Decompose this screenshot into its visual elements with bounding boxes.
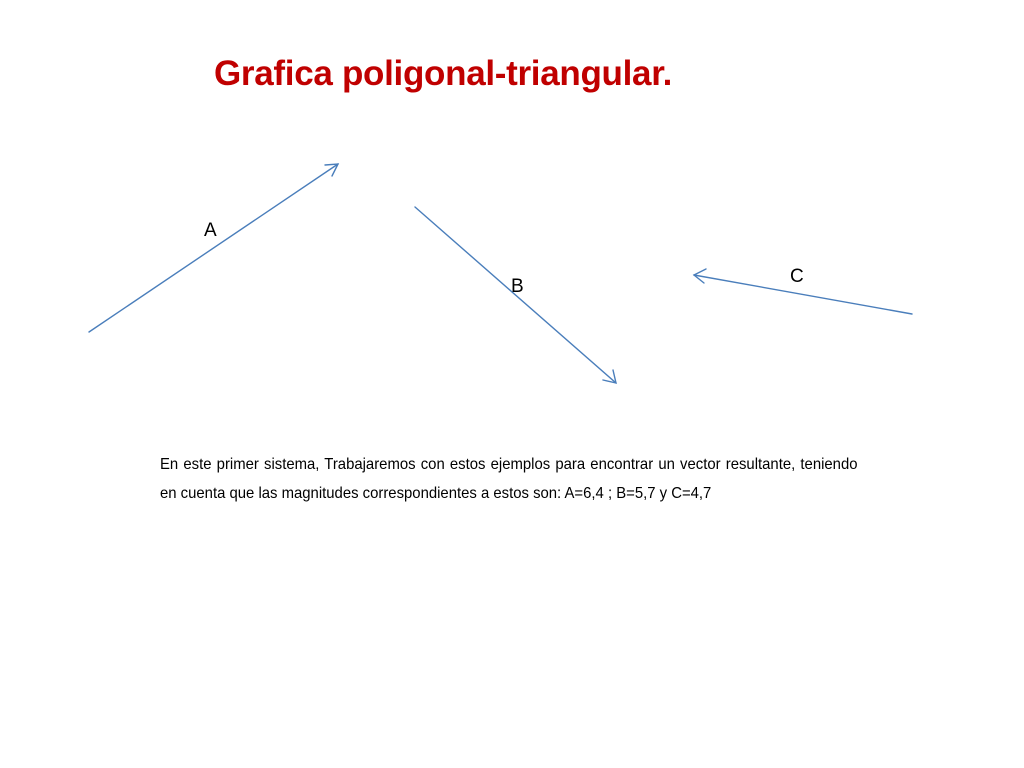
vector-a-label: A xyxy=(204,220,217,241)
vector-b-label: B xyxy=(511,276,524,297)
slide-title: Grafica poligonal-triangular. xyxy=(214,54,673,93)
vector-a-arrow xyxy=(89,164,338,332)
vector-c-label: C xyxy=(790,266,804,287)
body-paragraph: En este primer sistema, Trabajaremos con estos ejemplos para encontrar un vector resultante, teniendo en cuenta que las magnitudes correspondientes a estos son: A=6,4 ; B=5,7 y C=4,7 xyxy=(160,456,858,502)
